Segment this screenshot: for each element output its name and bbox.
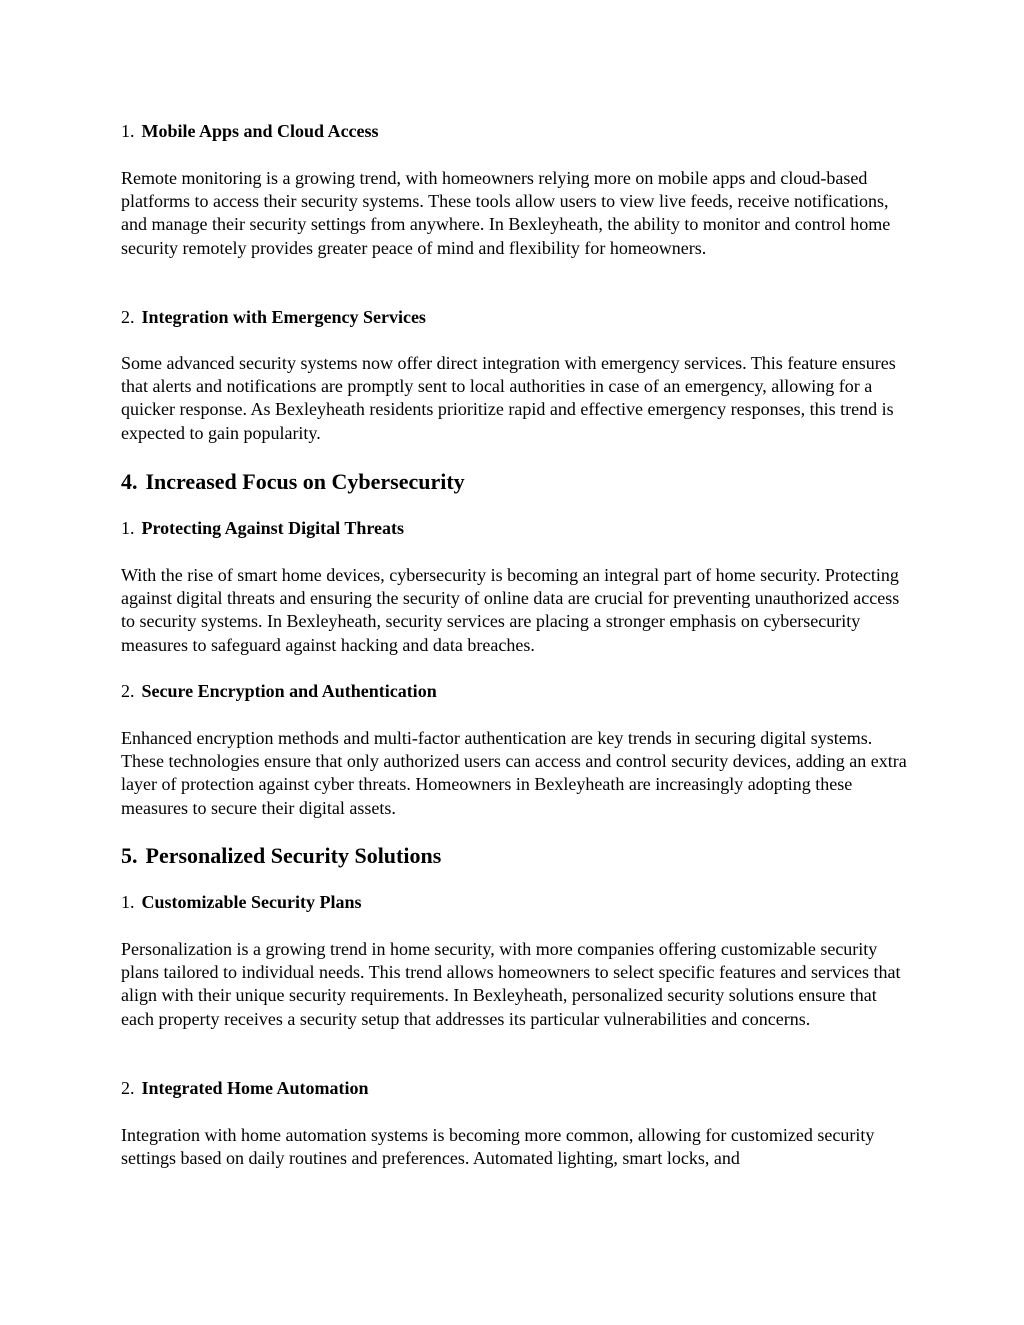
section-heading-personalized bbox=[121, 843, 441, 869]
paragraph-encryption: Enhanced encryption methods and multi-factor authentication are key trends in securing digital systems. These technologies ensure that only authorized users can access and control security devices, adding an extra layer of protection against cyber threats. Homeowners in Bexleyheath are increasingly adopting these measures to secure their digital assets. bbox=[121, 728, 907, 818]
subheading-home-automation bbox=[121, 1077, 368, 1100]
subheading-title: Integration with Emergency Services bbox=[141, 307, 426, 327]
subheading-title: Secure Encryption and Authentication bbox=[141, 681, 437, 701]
paragraph-home-automation: Integration with home automation systems is becoming more common, allowing for customized security settings based on daily routines and preferences. Automated lighting, smart locks, and bbox=[121, 1125, 875, 1169]
subheading-title: Integrated Home Automation bbox=[141, 1078, 369, 1098]
subheading-title: Customizable Security Plans bbox=[141, 892, 362, 912]
subheading-title: Protecting Against Digital Threats bbox=[141, 518, 404, 538]
subheading-encryption bbox=[121, 680, 437, 703]
subheading-mobile-apps bbox=[121, 120, 379, 143]
list-number: 1. bbox=[121, 121, 135, 141]
paragraph-digital-threats: With the rise of smart home devices, cybersecurity is becoming an integral part of home security. Protecting against digital threats and ensuring the security of online data are crucial for preventing unauthorized access to security systems. In Bexleyheath, security services are placing a stronger emphasis on cybersecurity measures to safeguard against hacking and data breaches. bbox=[121, 565, 900, 655]
subheading-title: Mobile Apps and Cloud Access bbox=[141, 121, 379, 141]
subheading-custom-plans bbox=[121, 891, 362, 914]
section-heading-cybersecurity bbox=[121, 469, 465, 495]
section-number: 4. bbox=[121, 469, 138, 494]
subheading-emergency-services bbox=[121, 306, 426, 329]
paragraph-remote-monitoring: Remote monitoring is a growing trend, with homeowners relying more on mobile apps and cloud-based platforms to access their security systems. These tools allow users to view live feeds, receive notifications, and manage their security settings from anywhere. In Bexleyheath, the ability to monitor and control home security remotely provides greater peace of mind and flexibility for homeowners. bbox=[121, 168, 891, 258]
section-title: Increased Focus on Cybersecurity bbox=[145, 469, 465, 494]
paragraph-emergency-integration: Some advanced security systems now offer direct integration with emergency services. This feature ensures that alerts and notifications are promptly sent to local authorities in case of an emergency, allowing for a quicker response. As Bexleyheath residents prioritize rapid and effective emergency responses, this trend is expected to gain popularity. bbox=[121, 353, 896, 443]
paragraph-custom-plans: Personalization is a growing trend in home security, with more companies offering customizable security plans tailored to individual needs. This trend allows homeowners to select specific features and services that align with their unique security requirements. In Bexleyheath, personalized security solutions ensure that each property receives a security setup that addresses its particular vulnerabilities and concerns. bbox=[121, 939, 901, 1029]
section-title: Personalized Security Solutions bbox=[145, 843, 442, 868]
section-number: 5. bbox=[121, 843, 138, 868]
list-number: 2. bbox=[121, 1078, 135, 1098]
list-number: 1. bbox=[121, 518, 135, 538]
list-number: 2. bbox=[121, 681, 135, 701]
list-number: 1. bbox=[121, 892, 135, 912]
list-number: 2. bbox=[121, 307, 135, 327]
subheading-digital-threats bbox=[121, 517, 404, 540]
